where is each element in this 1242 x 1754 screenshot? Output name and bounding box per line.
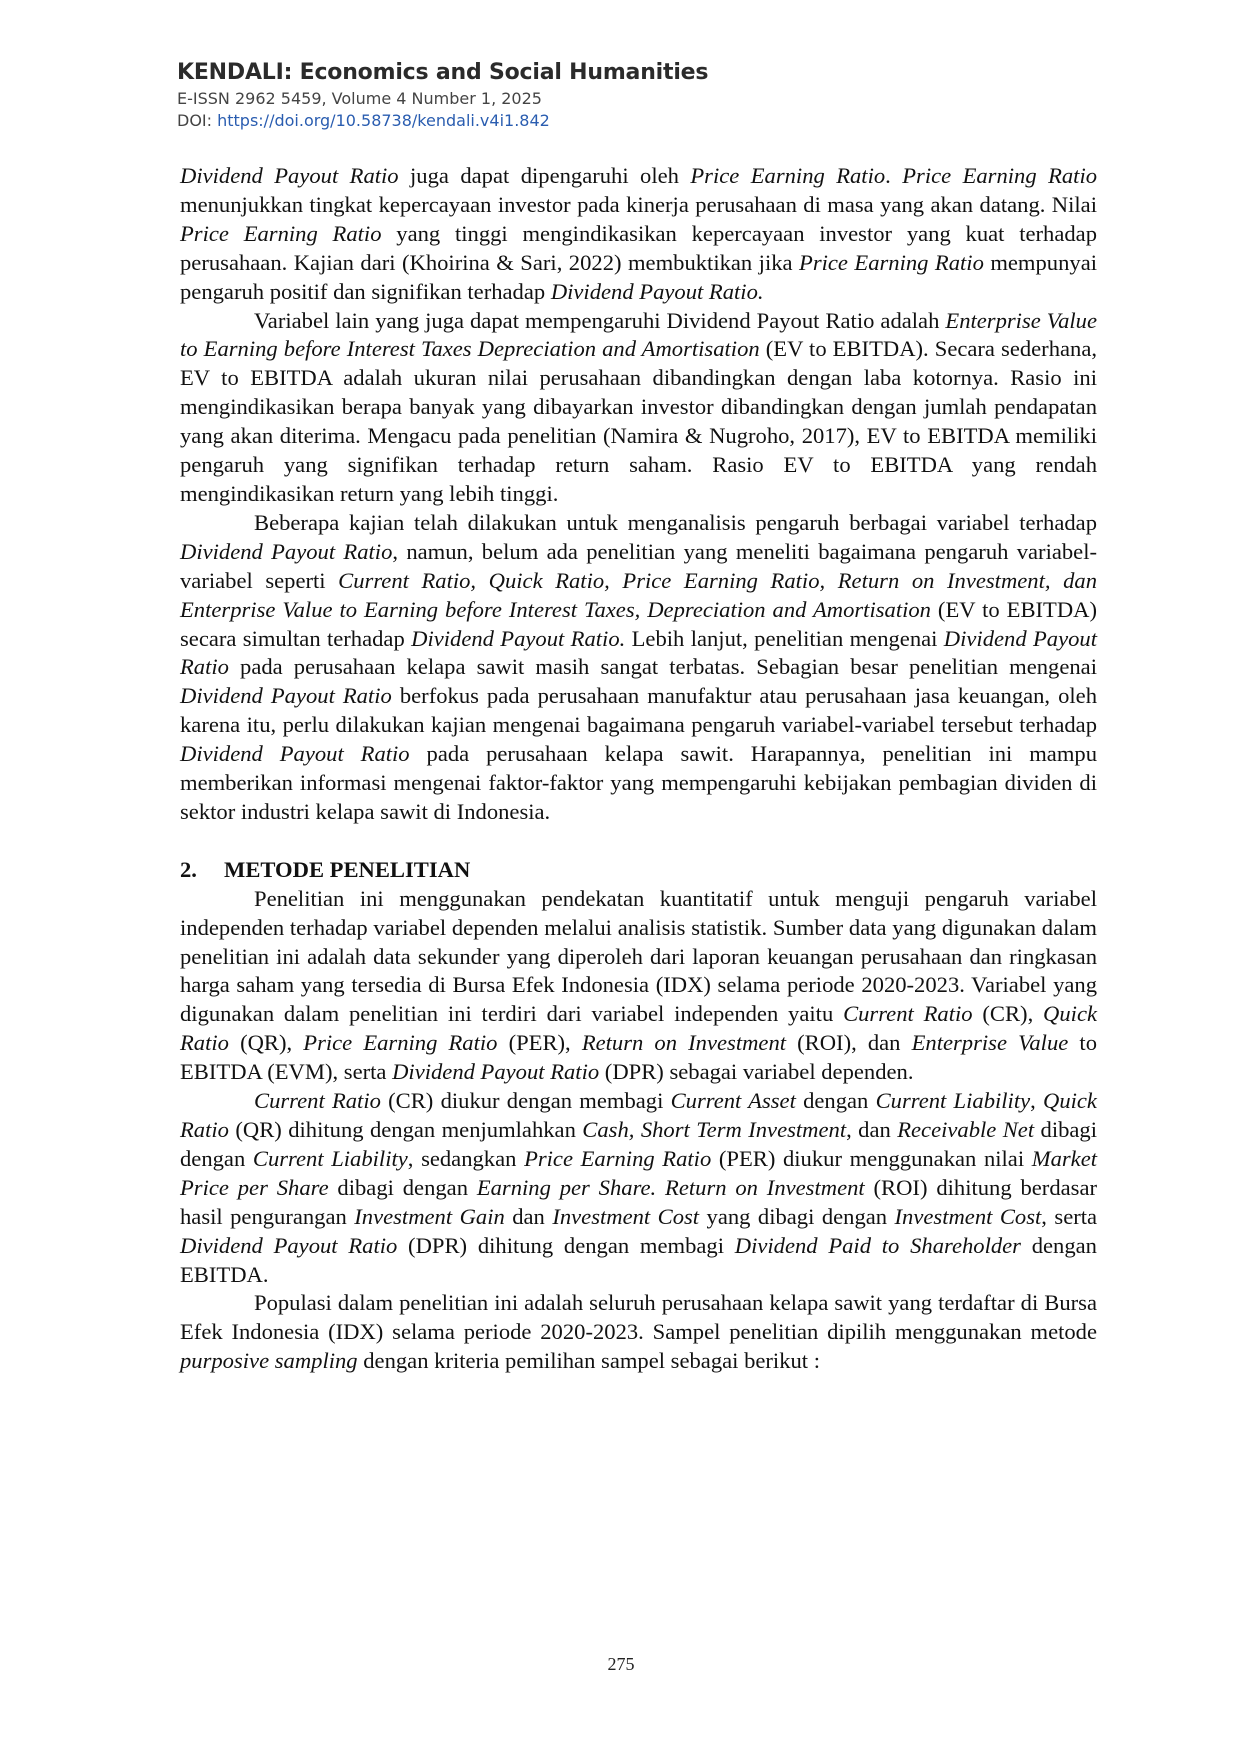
- italic-term: Quick Ratio: [180, 1001, 1097, 1056]
- italic-term: Dividend Payout Ratio: [180, 683, 392, 709]
- italic-term: Current Ratio: [843, 1001, 973, 1027]
- italic-term: Current Ratio, Quick Ratio, Price Earning Ratio, Return on Investment, dan Enterprise Value to Earning before Interest Taxes, Depreciation and Amortisation: [180, 567, 1098, 622]
- italic-term: Current Liability: [252, 1145, 408, 1171]
- italic-term: Current Ratio: [254, 1088, 381, 1114]
- text-run: (DPR) sebagai variabel dependen.: [599, 1059, 914, 1085]
- text-run: pada perusahaan kelapa sawit masih sangat terbatas. Sebagian besar penelitian mengenai: [228, 654, 1097, 680]
- italic-term: purposive sampling: [180, 1348, 358, 1374]
- italic-term: Current Asset: [670, 1088, 796, 1114]
- body-text: [180, 162, 1097, 1376]
- text-run: dibagi dengan: [328, 1174, 477, 1200]
- italic-term: Dividend Payout Ratio.: [550, 278, 764, 304]
- text-run: ,: [1030, 1088, 1044, 1114]
- italic-term: Price Earning Ratio: [799, 249, 984, 275]
- italic-term: Dividend Paid to Shareholder: [734, 1232, 1021, 1258]
- italic-term: Investment Cost: [894, 1203, 1042, 1229]
- journal-header: [177, 58, 708, 132]
- section-number: 2.: [180, 856, 197, 882]
- text-run: dengan EBITDA.: [180, 1232, 1097, 1287]
- italic-term: Investment Gain: [354, 1203, 505, 1229]
- text-run: (ROI) dihitung berdasar hasil pengurangan: [180, 1174, 1097, 1229]
- text-run: dan: [504, 1203, 553, 1229]
- text-run: to EBITDA (EVM), serta: [180, 1030, 1097, 1085]
- text-run: pada perusahaan kelapa sawit. Harapannya, penelitian ini mampu memberikan informasi mengenai faktor-faktor yang mempengaruhi kebijakan pembagian dividen di sektor industri kelapa sawit di Indonesia.: [180, 741, 1098, 824]
- text-run: yang dibagi dengan: [699, 1203, 895, 1229]
- italic-term: Price Earning Ratio: [303, 1030, 498, 1056]
- italic-term: Dividend Payout Ratio: [180, 1232, 398, 1258]
- italic-term: Quick Ratio: [180, 1088, 1097, 1142]
- text-run: .: [885, 163, 903, 188]
- text-run: menunjukkan tingkat kepercayaan investor pada kinerja perusahaan di masa yang akan datang. Nilai: [180, 191, 1097, 217]
- text-run: [656, 1175, 665, 1200]
- italic-term: Market Price per Share: [180, 1145, 1097, 1200]
- paragraph: [180, 1087, 1097, 1289]
- doi-label: DOI:: [177, 111, 218, 130]
- text-run: mempunyai pengaruh positif dan signifikan terhadap: [180, 249, 1098, 304]
- text-run: Beberapa kajian telah dilakukan untuk menganalisis pengaruh berbagai variabel terhadap: [254, 509, 1097, 535]
- italic-term: Return on Investment: [581, 1030, 787, 1056]
- text-run: Variabel lain yang juga dapat mempengaruhi Dividend Payout Ratio adalah: [254, 307, 946, 333]
- doi-link[interactable]: https://doi.org/10.58738/kendali.v4i1.842: [217, 111, 550, 130]
- text-run: juga dapat dipengaruhi oleh: [398, 163, 691, 188]
- italic-term: Earning per Share.: [476, 1174, 657, 1200]
- text-run: berfokus pada perusahaan manufaktur atau perusahaan jasa keuangan, oleh karena itu, perlu dilakukan kajian mengenai bagaimana pengaruh variabel-variabel tersebut terhadap: [180, 683, 1098, 738]
- italic-term: Receivable Net: [897, 1117, 1035, 1142]
- section-title: METODE PENELITIAN: [224, 856, 471, 882]
- paragraph: [180, 885, 1097, 1087]
- text-run: (EV to EBITDA). Secara sederhana, EV to EBITDA adalah ukuran nilai perusahaan dibandingkan dengan laba kotornya. Rasio ini mengindikasikan berapa banyak yang dibayarkan investor dibandingkan dengan jumlah pendapatan yang akan diterima. Mengacu pada penelitian (Namira & Nugroho, 2017), EV to EBITDA memiliki pengaruh yang signifikan terhadap return saham. Rasio EV to EBITDA yang rendah mengindikasikan return yang lebih tinggi.: [180, 336, 1097, 506]
- paragraph: [180, 162, 1097, 307]
- text-run: (QR) dihitung dengan menjumlahkan: [228, 1117, 583, 1142]
- italic-term: Dividend Payout Ratio: [392, 1059, 600, 1085]
- paragraph: [180, 1289, 1097, 1376]
- text-run: (QR),: [228, 1030, 304, 1056]
- text-run: (ROI), dan: [786, 1030, 912, 1056]
- italic-term: Price Earning Ratio: [524, 1145, 712, 1171]
- text-run: , serta: [1041, 1203, 1098, 1229]
- section-heading: [180, 856, 1097, 885]
- italic-term: Price Earning Ratio: [902, 163, 1098, 188]
- text-run: dengan: [795, 1088, 876, 1114]
- italic-term: Return on Investment: [665, 1174, 865, 1200]
- text-run: , namun, belum ada penelitian yang meneliti bagaimana pengaruh variabel-variabel seperti: [180, 538, 1098, 593]
- italic-term: Dividend Payout Ratio: [180, 163, 399, 188]
- italic-term: Cash, Short Term Investment: [582, 1117, 847, 1142]
- italic-term: Dividend Payout Ratio.: [411, 625, 626, 651]
- text-run: (CR),: [972, 1001, 1044, 1027]
- journal-title: KENDALI: Economics and Social Humanities: [177, 60, 709, 85]
- italic-term: Enterprise Value: [911, 1030, 1069, 1056]
- text-run: (DPR) dihitung dengan membagi: [397, 1232, 735, 1258]
- paragraph: [180, 307, 1097, 509]
- text-run: Lebih lanjut, penelitian mengenai: [625, 625, 944, 651]
- text-run: Populasi dalam penelitian ini adalah seluruh perusahaan kelapa sawit yang terdaftar di Bursa Efek Indonesia (IDX) selama periode 2020-2023. Sampel penelitian dipilih menggunakan metode: [180, 1290, 1097, 1345]
- italic-term: Enterprise Value to Earning before Interest Taxes Depreciation and Amortisation: [180, 307, 1097, 362]
- paragraph: [180, 509, 1097, 827]
- text-run: (CR) diukur dengan membagi: [380, 1088, 671, 1114]
- italic-term: Dividend Payout Ratio: [180, 625, 1097, 680]
- text-run: Penelitian ini menggunakan pendekatan kuantitatif untuk menguji pengaruh variabel independen terhadap variabel dependen melalui analisis statistik. Sumber data yang digunakan dalam penelitian ini adalah data sekunder yang diperoleh dari laporan keuangan perusahaan dan ringkasan harga saham yang tersedia di Bursa Efek Indonesia (IDX) selama periode 2020-2023. Variabel yang digunakan dalam penelitian ini terdiri dari variabel independen yaitu: [180, 885, 1097, 1027]
- text-run: , sedangkan: [407, 1145, 525, 1171]
- text-run: (PER),: [497, 1030, 582, 1056]
- text-run: (EV to EBITDA) secara simultan terhadap: [180, 596, 1098, 651]
- text-run: yang tinggi mengindikasikan kepercayaan investor yang kuat terhadap perusahaan. Kajian dari (Khoirina & Sari, 2022) membuktikan jika: [180, 220, 1097, 275]
- text-run: dengan kriteria pemilihan sampel sebagai berikut :: [357, 1348, 820, 1374]
- text-run: dibagi dengan: [180, 1117, 1097, 1171]
- issn-line: E-ISSN 2962 5459, Volume 4 Number 1, 2025: [177, 89, 542, 108]
- text-run: (PER) diukur menggunakan nilai: [711, 1145, 1032, 1171]
- text-run: , dan: [846, 1117, 898, 1142]
- italic-term: Current Liability: [875, 1088, 1031, 1114]
- doi-line: [177, 110, 708, 132]
- italic-term: Dividend Payout Ratio: [180, 741, 410, 767]
- italic-term: Price Earning Ratio: [690, 163, 886, 188]
- page-number: 275: [607, 1654, 635, 1674]
- italic-term: Investment Cost: [552, 1203, 700, 1229]
- italic-term: Price Earning Ratio: [180, 220, 382, 246]
- italic-term: Dividend Payout Ratio: [180, 538, 393, 564]
